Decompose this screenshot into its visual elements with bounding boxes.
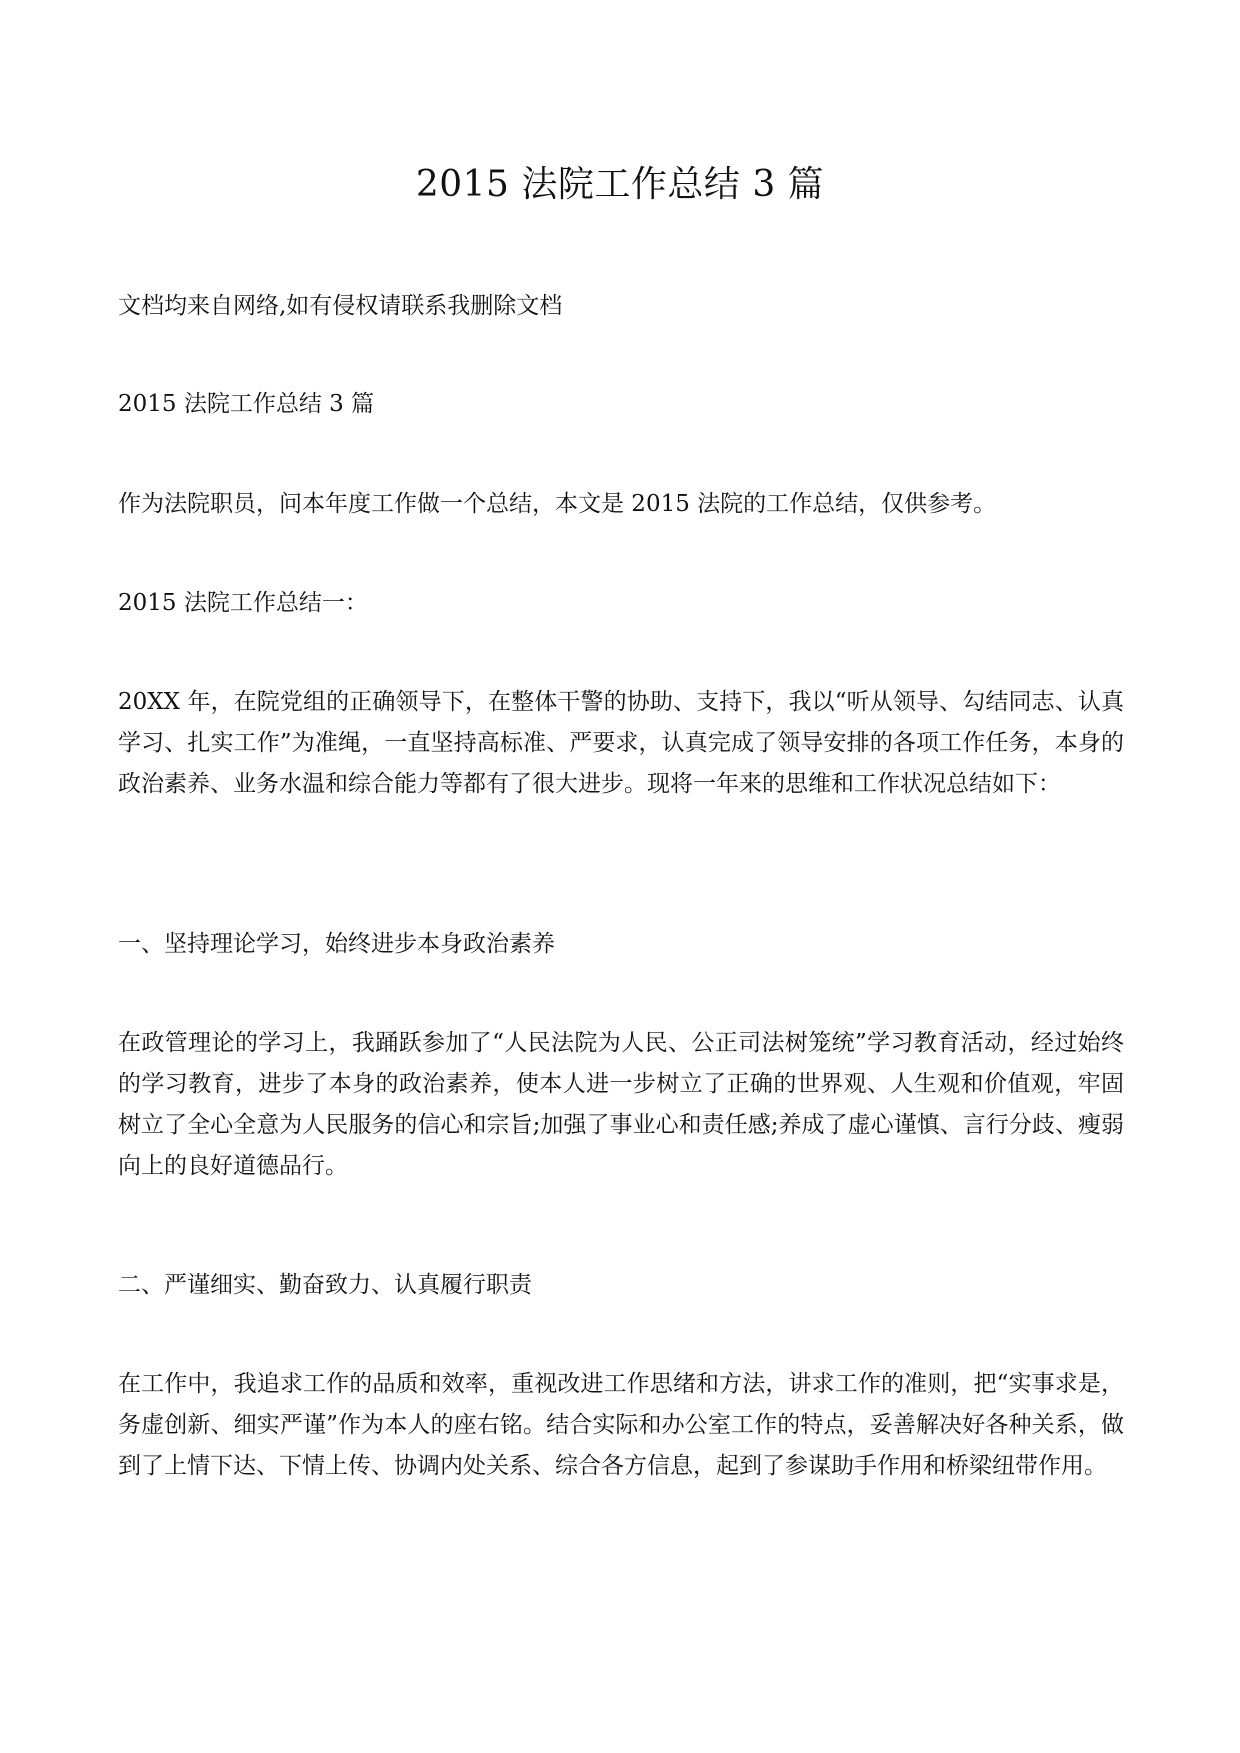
section-heading-duties: 二、严谨细实、勤奋致力、认真履行职责 [118, 1272, 532, 1298]
body-paragraph-overview: 20XX 年，在院党组的正确领导下，在整体干警的协助、支持下，我以“听从领导、勾结同志、认真学习、扎实工作”为准绳，一直坚持高标准、严要求，认真完成了领导安排的各项工作任务，本身的政治素养、业务水温和综合能力等都有了很大进步。现将一年来的思维和工作状况总结如下： [118, 689, 1124, 797]
disclaimer-paragraph: 文档均来自网络,如有侵权请联系我删除文档 [118, 293, 563, 319]
document-title: 2015 法院工作总结 3 篇 [415, 164, 825, 205]
section-heading-theory-study: 一、坚持理论学习，始终进步本身政治素养 [118, 931, 555, 957]
intro-paragraph: 作为法院职员，问本年度工作做一个总结，本文是 2015 法院的工作总结，仅供参考。 [118, 491, 997, 517]
subtitle-paragraph: 2015 法院工作总结 3 篇 [118, 391, 375, 417]
section-heading-summary-one: 2015 法院工作总结一： [118, 590, 368, 616]
body-paragraph-duties: 在工作中，我追求工作的品质和效率，重视改进工作思绪和方法，讲求工作的准则，把“实事求是，务虚创新、细实严谨”作为本人的座右铭。结合实际和办公室工作的特点，妥善解决好各种关系，做到了上情下达、下情上传、协调内处关系、综合各方信息，起到了参谋助手作用和桥梁纽带作用。 [118, 1371, 1124, 1479]
body-paragraph-theory-study: 在政管理论的学习上，我踊跃参加了“人民法院为人民、公正司法树笼统”学习教育活动，经过始终的学习教育，进步了本身的政治素养，使本人进一步树立了正确的世界观、人生观和价值观，牢固树立了全心全意为人民服务的信心和宗旨;加强了事业心和责任感;养成了虚心谨慎、言行分歧、瘦弱向上的良好道德品行。 [118, 1030, 1124, 1179]
